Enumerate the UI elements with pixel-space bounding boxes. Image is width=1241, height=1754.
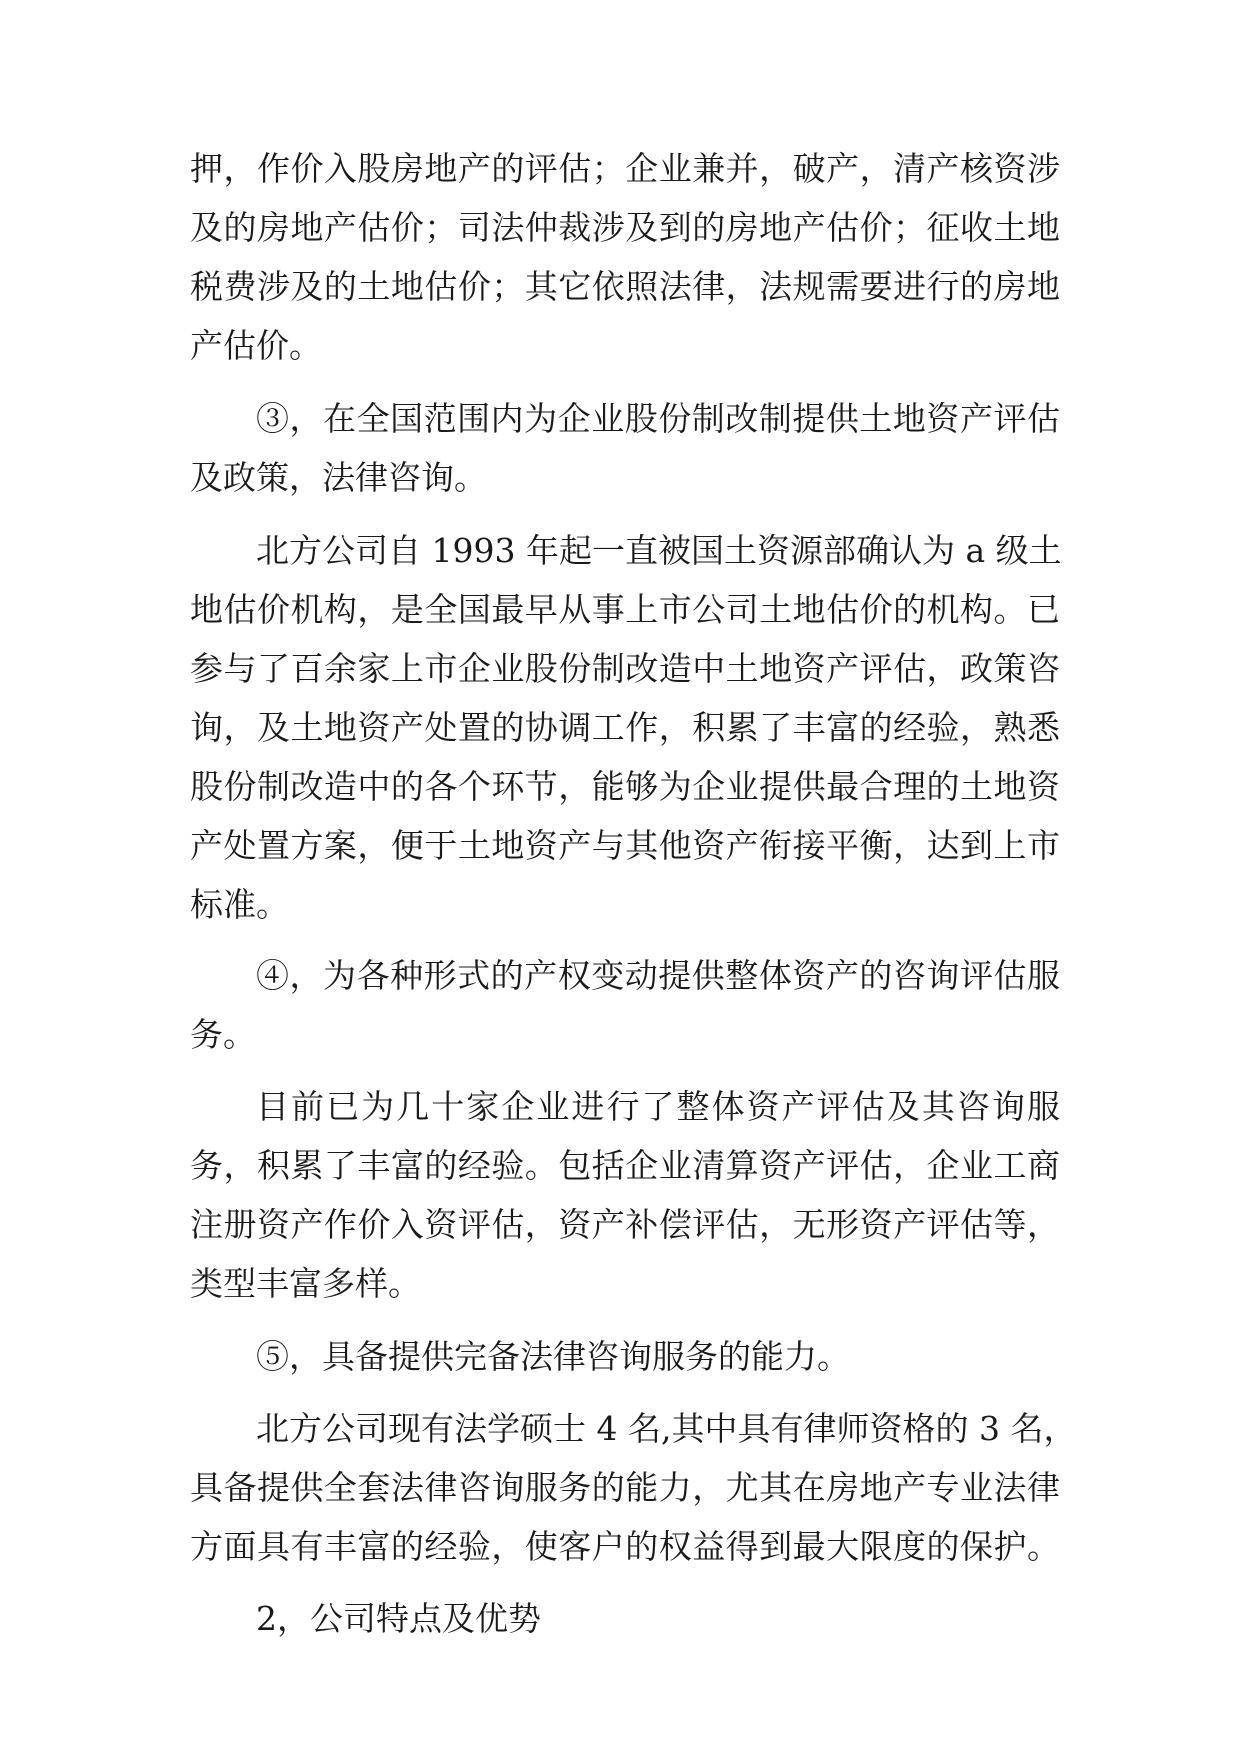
text-line: 注册资产作价入资评估，资产补偿评估，无形资产评估等，	[190, 1205, 1060, 1244]
text-line: 务。	[190, 1015, 256, 1054]
text-line: 询，及土地资产处置的协调工作，积累了丰富的经验，熟悉	[190, 708, 1060, 747]
text-line: 方面具有丰富的经验，使客户的权益得到最大限度的保护。	[190, 1527, 1060, 1566]
section-heading: 2，公司特点及优势	[256, 1599, 541, 1638]
text-line: 类型丰富多样。	[190, 1264, 421, 1303]
text-line: 务，积累了丰富的经验。包括企业清算资产评估，企业工商	[190, 1146, 1060, 1185]
list-item-heading: ④，为各种形式的产权变动提供整体资产的咨询评估服	[256, 956, 1060, 995]
text-line: 地估价机构，是全国最早从事上市公司土地估价的机构。已	[190, 590, 1060, 629]
text-line: 参与了百余家上市企业股份制改造中土地资产评估，政策咨	[190, 649, 1060, 688]
text-line: 产估价。	[190, 326, 322, 365]
list-item-heading: ⑤，具备提供完备法律咨询服务的能力。	[256, 1337, 850, 1376]
text-line: 具备提供全套法律咨询服务的能力，尤其在房地产专业法律	[190, 1468, 1060, 1507]
paragraph-start: 北方公司现有法学硕士 4 名,其中具有律师资格的 3 名，	[256, 1409, 1077, 1448]
text-line: 股份制改造中的各个环节，能够为企业提供最合理的土地资	[190, 767, 1060, 806]
text-line: 及的房地产估价；司法仲裁涉及到的房地产估价；征收土地	[190, 208, 1060, 247]
paragraph-start: 目前已为几十家企业进行了整体资产评估及其咨询服	[256, 1087, 1060, 1126]
list-item-heading: ③，在全国范围内为企业股份制改制提供土地资产评估	[256, 399, 1060, 438]
text-line: 产处置方案，便于土地资产与其他资产衔接平衡，达到上市	[190, 826, 1060, 865]
text-line: 税费涉及的土地估价；其它依照法律，法规需要进行的房地	[190, 267, 1060, 306]
text-line: 及政策，法律咨询。	[190, 458, 487, 497]
text-line: 标准。	[190, 885, 289, 924]
text-line: 押，作价入股房地产的评估；企业兼并，破产，清产核资涉	[190, 149, 1060, 188]
paragraph-start: 北方公司自 1993 年起一直被国土资源部确认为 a 级土	[256, 531, 1062, 570]
